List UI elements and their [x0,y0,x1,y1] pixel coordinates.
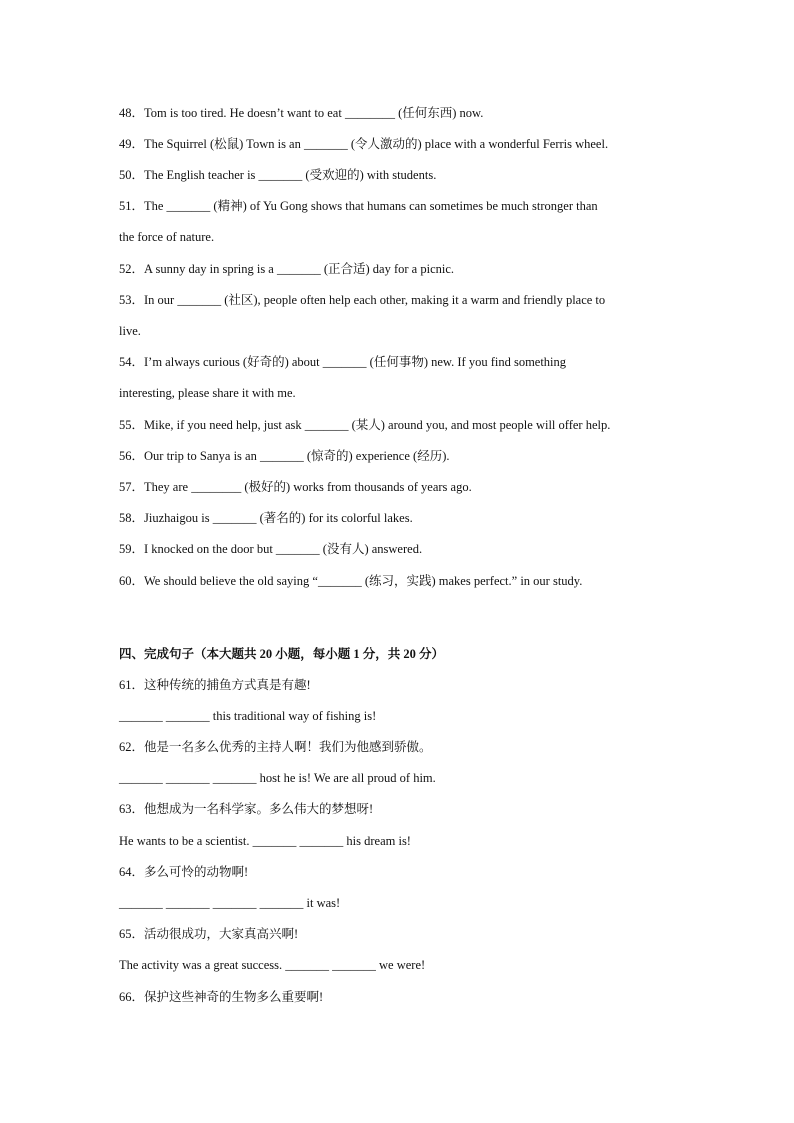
question-65: 65．活动很成功，大家真高兴啊! [119,927,299,941]
question-65-answer: The activity was a great success. _______ _______ we were! [119,958,426,972]
question-59: 59．I knocked on the door but _______ (没有人) answered. [119,542,423,556]
question-54: 54．I’m always curious (好奇的) about _______ (任何事物) new. If you find something [119,355,567,369]
question-66: 66．保护这些神奇的生物多么重要啊! [119,990,324,1004]
section-title: 四、完成句子（本大题共 20 小题，每小题 1 分，共 20 分） [119,647,445,661]
question-61-answer: _______ _______ this traditional way of fishing is! [119,709,377,723]
question-63: 63．他想成为一名科学家。多么伟大的梦想呀! [119,802,374,816]
question-62-answer: _______ _______ _______ host he is! We are all proud of him. [119,771,436,785]
question-51: 51．The _______ (精神) of Yu Gong shows that humans can sometimes be much stronger than [119,199,598,213]
question-48: 48．Tom is too tired. He doesn’t want to eat ________ (任何东西) now. [119,106,484,120]
question-55: 55．Mike, if you need help, just ask _______ (某人) around you, and most people will offer help. [119,418,611,432]
question-57: 57．They are ________ (极好的) works from thousands of years ago. [119,480,472,494]
question-56: 56．Our trip to Sanya is an _______ (惊奇的) experience (经历). [119,449,450,463]
question-53-cont: live. [119,324,141,338]
question-49: 49．The Squirrel (松鼠) Town is an _______ (令人激动的) place with a wonderful Ferris wheel. [119,137,609,151]
question-64: 64．多么可怜的动物啊! [119,865,249,879]
question-64-answer: _______ _______ _______ _______ it was! [119,896,341,910]
question-61: 61．这种传统的捕鱼方式真是有趣! [119,678,311,692]
question-62: 62．他是一名多么优秀的主持人啊！我们为他感到骄傲。 [119,740,432,754]
question-63-answer: He wants to be a scientist. _______ _______ his dream is! [119,834,411,848]
question-50: 50．The English teacher is _______ (受欢迎的) with students. [119,168,437,182]
question-60: 60．We should believe the old saying “_______ (练习，实践) makes perfect.” in our study. [119,574,583,588]
question-51-cont: the force of nature. [119,230,215,244]
question-54-cont: interesting, please share it with me. [119,386,296,400]
question-52: 52．A sunny day in spring is a _______ (正合适) day for a picnic. [119,262,455,276]
question-58: 58．Jiuzhaigou is _______ (著名的) for its colorful lakes. [119,511,413,525]
question-53: 53．In our _______ (社区), people often help each other, making it a warm and friendly place to [119,293,606,307]
